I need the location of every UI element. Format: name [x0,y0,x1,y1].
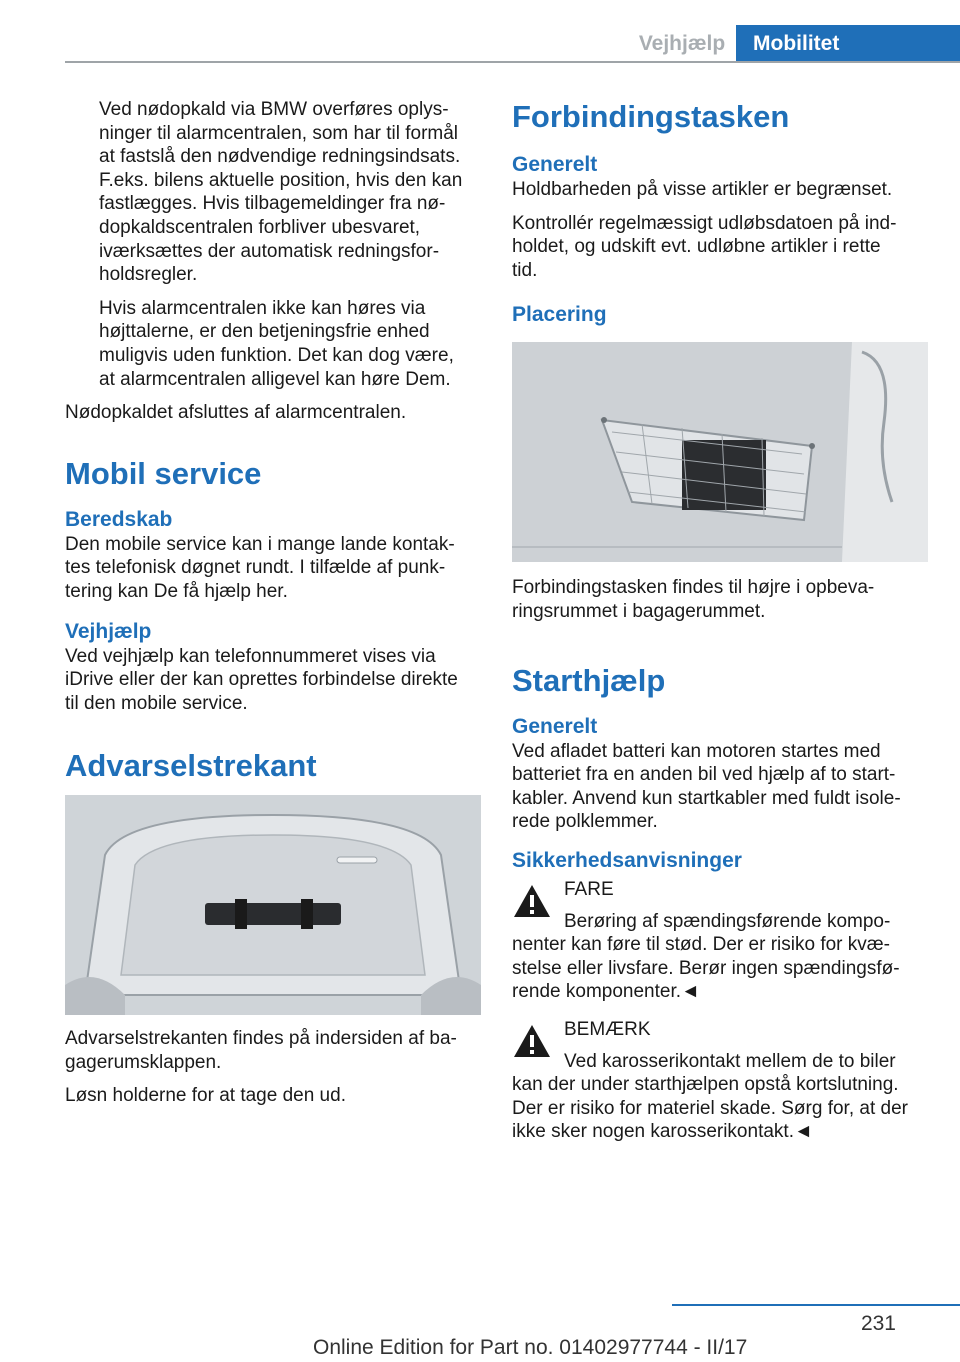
advarselstrekant-caption [65,1027,480,1074]
text-line: fastlægges. Hvis tilbagemeldinger fra nø‐ [99,193,446,215]
text-line: at fastslå den nødvendige redningsindsats. [99,146,461,168]
text-line: Advarselstrekanten findes på indersiden af ba‐ [65,1028,457,1050]
text-line: nenter kan føre til stød. Der er risiko for kvæ‐ [512,934,890,956]
text-line: Der er risiko for materiel skade. Sørg for, at der [512,1097,908,1119]
text-line: at alarmcentralen alligevel kan høre Dem. [99,368,451,390]
text-line: holdsregler. [99,264,198,286]
text-line: Ved karosserikontakt mellem de to biler [564,1050,896,1072]
heading-placering: Placering [512,303,607,327]
alarm-central-paragraph [65,297,480,391]
text-line: kan der under starthjælpen opstå kortslutning. [512,1074,899,1096]
vejhjaelp-paragraph [65,645,480,716]
heading-beredskab: Beredskab [65,507,173,531]
first-aid-net-illustration [512,342,928,562]
text-line: højttalerne, er den betjeningsfrie enhed [99,321,430,343]
text-line: Ved nødopkald via BMW overføres oplys‐ [99,99,449,120]
heading-mobil-service: Mobil service [65,455,262,491]
warning-label-bemaerk: BEMÆRK [564,1018,651,1040]
warning-label-fare: FARE [564,878,614,900]
text-line: batteriet fra en anden bil ved hjælp af to start‐ [512,764,896,786]
text-line: tes telefonisk døgnet rundt. I tilfælde af punk‐ [65,557,446,579]
text-line: til den mobile service. [65,692,248,714]
heading-sikkerhedsanvisninger: Sikkerhedsanvisninger [512,848,742,872]
text-line: stelse eller livsfare. Berør ingen spændingsfø‐ [512,957,900,979]
starthjaelp-paragraph [512,740,928,834]
heading-starthjaelp: Starthjælp [512,662,666,698]
call-end-paragraph: Nødopkaldet afsluttes af alarmcentralen. [65,402,407,424]
trunk-lid-image [65,795,481,1015]
text-line: Forbindingstasken findes til højre i opbeva‐ [512,577,875,599]
header-tab-mobilitet: Mobilitet [736,25,960,62]
edition-footer: Online Edition for Part no. 01402977744 - II/17 [313,1336,748,1359]
warning-triangle-icon [512,1023,552,1059]
heading-vejhjaelp: Vejhjælp [65,619,152,643]
warning-fare [512,878,928,1004]
udloebsdato-paragraph [512,212,928,283]
holdbarhed-paragraph: Holdbarheden på visse artikler er begrænset. [512,179,893,200]
right-column [512,98,928,1144]
text-line: Hvis alarmcentralen ikke kan høres via [99,297,426,319]
text-line: Ved afladet batteri kan motoren startes med [512,740,881,762]
text-line: ninger til alarmcentralen, som har til formål [99,122,459,144]
heading-forbindingstasken: Forbindingstasken [512,99,790,134]
text-line: ringsrummet i bagagerummet. [512,600,766,622]
text-line: tid. [512,259,538,281]
text-line: dopkaldscentralen forbliver ubesvaret, [99,216,421,238]
advarselstrekant-remove-paragraph: Løsn holderne for at tage den ud. [65,1085,346,1107]
text-line: gagerumsklappen. [65,1051,222,1073]
left-column [65,98,480,1118]
heading-advarselstrekant: Advarselstrekant [65,748,317,784]
footer-rule [672,1304,960,1306]
text-line: holdet, og udskift evt. udløbne artikler i rette [512,236,881,258]
text-line: tering kan De få hjælp her. [65,580,288,602]
text-line: rede polklemmer. [512,811,658,833]
trunk-lid-illustration [65,795,481,1015]
page-number: 231 [860,1312,896,1335]
warning-triangle-icon [512,883,552,919]
text-line: iDrive eller der kan oprettes forbindelse direkte [65,669,458,691]
text-line: rende komponenter.◄ [512,981,700,1003]
text-line: kabler. Anvend kun startkabler med fuldt isole‐ [512,787,901,809]
placering-caption [512,576,928,623]
text-line: Kontrollér regelmæssigt udløbsdatoen på ind‐ [512,212,897,234]
warning-bemaerk [512,1018,928,1144]
beredskab-paragraph [65,533,480,604]
text-line: F.eks. bilens aktuelle position, hvis den kan [99,169,463,191]
text-line: Den mobile service kan i mange lande kontak‐ [65,533,455,555]
heading-generelt-forbinding: Generelt [512,153,598,176]
emergency-call-paragraph [65,98,480,287]
text-line: ikke sker nogen karosserikontakt.◄ [512,1121,813,1143]
text-line: Berøring af spændingsførende kompo‐ [564,910,891,932]
text-line: Ved vejhjælp kan telefonnummeret vises via [65,645,436,667]
text-line: muligvis uden funktion. Det kan dog være, [99,344,454,366]
first-aid-net-image [512,342,928,562]
header-tab-vejhjaelp: Vejhjælp [638,32,726,55]
header-rule [65,61,960,63]
heading-generelt-start: Generelt [512,714,598,738]
text-line: iværksættes der automatisk redningsfor‐ [99,240,440,262]
